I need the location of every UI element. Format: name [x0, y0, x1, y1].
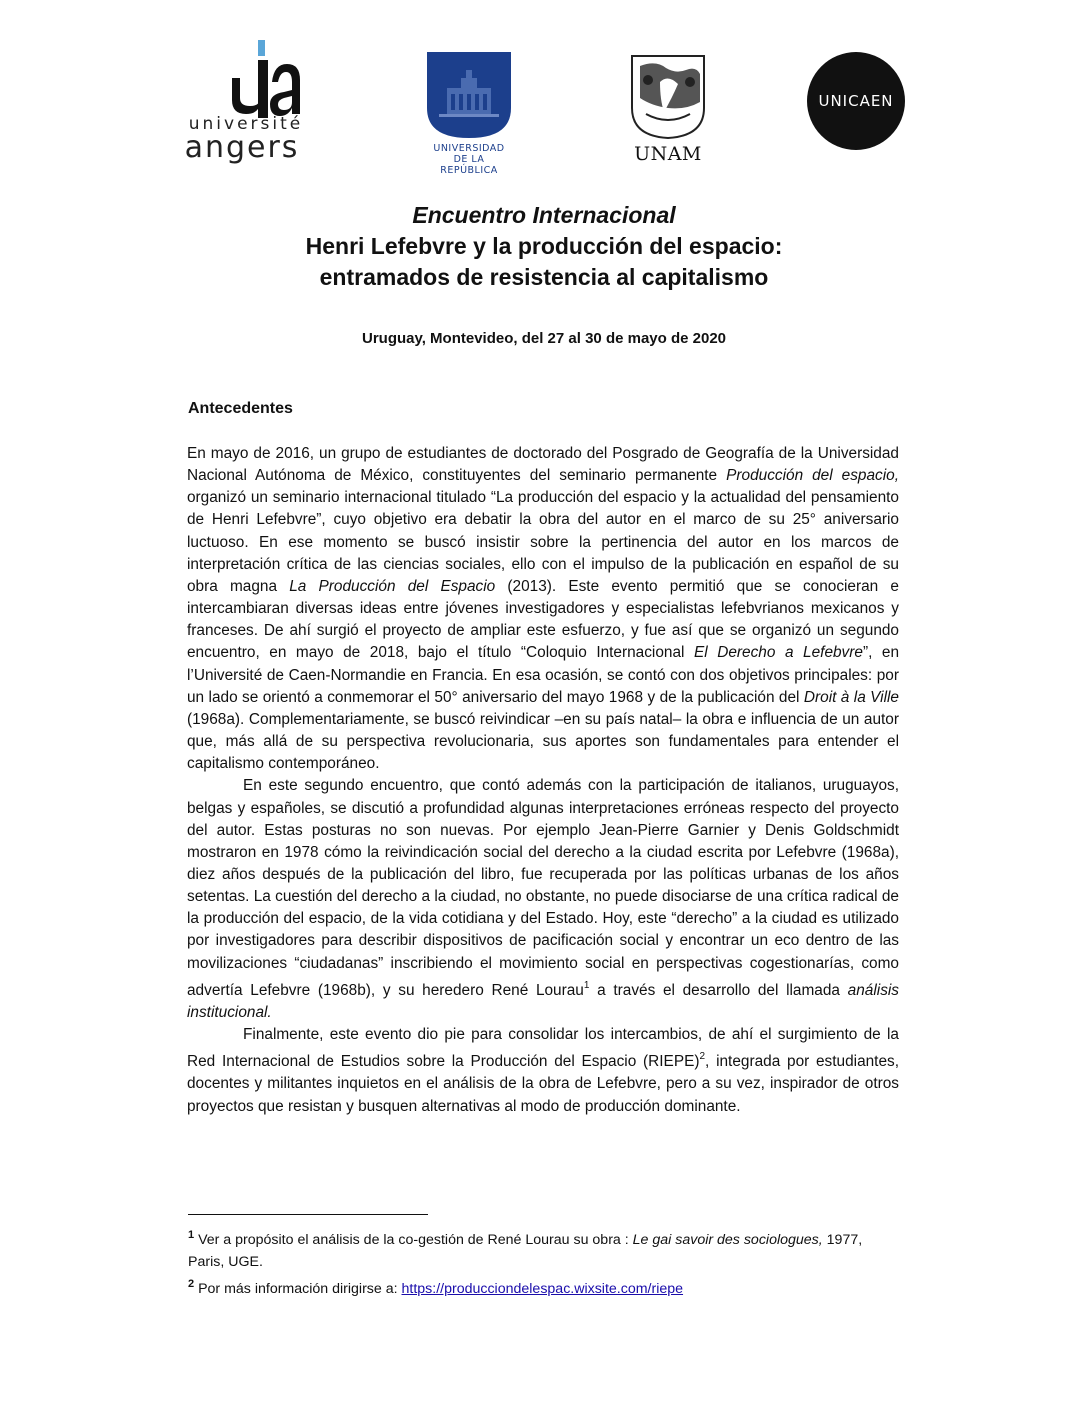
footnotes — [188, 1224, 900, 1300]
angers-name-text: angers — [184, 130, 300, 165]
unam-name-text: UNAM — [634, 143, 702, 165]
riepe-link[interactable]: https://producciondelespac.wixsite.com/riepe — [401, 1281, 684, 1297]
udelar-name-line2: DE LA REPÚBLICA — [440, 154, 498, 176]
footnote-ref-1[interactable]: 1 — [583, 979, 590, 991]
unam-crest-icon — [626, 52, 710, 140]
event-title-line1: Henri Lefebvre y la producción del espacio: — [305, 233, 783, 259]
udelar-name-line1: UNIVERSIDAD — [433, 143, 505, 154]
universite-angers-logo — [180, 40, 304, 165]
footnote-ref-2[interactable]: 2 — [699, 1051, 706, 1063]
ua-mark-icon — [232, 40, 302, 118]
body-text — [187, 443, 899, 1118]
udelar-shield-icon — [427, 52, 511, 138]
title-block — [0, 200, 1088, 347]
event-title-line2: entramados de resistencia al capitalismo — [319, 264, 769, 290]
angers-universite-text: université — [188, 114, 304, 134]
logo-row — [0, 36, 1088, 176]
paragraph-2: En este segundo encuentro, que contó además con la participación de italianos, uruguayos, belgas y españoles, se discutió a profundidad algunas interpretaciones erróneas respecto del proyecto del autor. Estas posturas no son nuevas. Por ejemplo Jean-Pierre Garnier y Denis Goldschmidt mostraron en 1978 cómo la reivindicación social del derecho a la ciudad escrita por Lefebvre (1968a), diez años después de la publicación del libro, fue recuperada por las políticas urbanas de los años setentas. La cuestión del derecho a la ciudad, no obstante, no puede disociarse de una crítica radical de la producción del espacio, de la vida cotidiana y del Estado. Hoy, este “derecho” a la ciudad es utilizado por investigadores para describir dispositivos de pacificación social y encontrar un eco dentro de las movilizaciones “ciudadanas” inscribiendo el movimiento social en perspectivas cogestionarías, como advertía Lefebvre (1968b), y su heredero René Lourau$^1$ a través el desarrollo del llamada análisis institucional. — [187, 777, 899, 1021]
footnote-2: $^2$ Por más información dirigirse a: https://producciondelespac.wixsite.com/riepe — [188, 1278, 684, 1297]
event-type-heading: Encuentro Internacional — [412, 202, 676, 228]
footnote-1: $^1$ Ver a propósito el análisis de la co-gestión de René Lourau su obra : Le gai savoir des sociologues, 1977, Paris, UGE. — [188, 1229, 863, 1270]
paragraph-1: En mayo de 2016, un grupo de estudiantes de doctorado del Posgrado de Geografía de la Universidad Nacional Autónoma de México, constituyentes del seminario permanente Producción del espacio, organizó un seminario internacional titulado “La producción del espacio y la actualidad del pensamiento de Henri Lefebvre”, cuyo objetivo era debatir la obra del autor en el marco de su 25° aniversario luctuoso. En ese momento se buscó insistir sobre la pertinencia del autor en los marcos de interpretación crítica de las ciencias sociales, ello con el impulso de la publicación en español de su obra magna La Producción del Espacio (2013). Este evento permitió que se conocieran e intercambiaran diversas ideas entre jóvenes investigadores y especialistas lefebvrianos mexicanos y franceses. De ahí surgió el proyecto de ampliar este esfuerzo, y fue así que se organizó un segundo encuentro, en mayo de 2018, bajo el título “Coloquio Internacional El Derecho a Lefebvre”, en l’Université de Caen-Normandie en Francia. En esa ocasión, se contó con dos objetivos principales: por un lado se orientó a conmemorar el 50° aniversario del mayo 1968 y de la publicación del Droit à la Ville (1968a). Complementariamente, se buscó reivindicar –en su país natal– la obra e influencia de un autor que, más allá de su perspectiva revolucionaria, sus aportes son fundamentales para entender el capitalismo contemporáneo. — [187, 445, 900, 773]
event-date-location: Uruguay, Montevideo, del 27 al 30 de mayo de 2020 — [361, 330, 727, 347]
unicaen-logo: UNICAEN — [807, 52, 905, 150]
paragraph-3: Finalmente, este evento dio pie para consolidar los intercambios, de ahí el surgimiento de la Red Internacional de Estudios sobre la Producción del Espacio (RIEPE)$^2$, integrada por estudiantes, docentes y militantes inquietos en el análisis de la obra de Lefebvre, pero a su vez, inspirador de otros proyectos que resistan y busquen alternativas al modo de producción dominante. — [187, 1026, 899, 1115]
section-heading: Antecedentes — [188, 400, 293, 417]
footnote-separator — [188, 1214, 428, 1215]
unam-logo — [620, 52, 716, 164]
udelar-logo — [424, 52, 514, 176]
